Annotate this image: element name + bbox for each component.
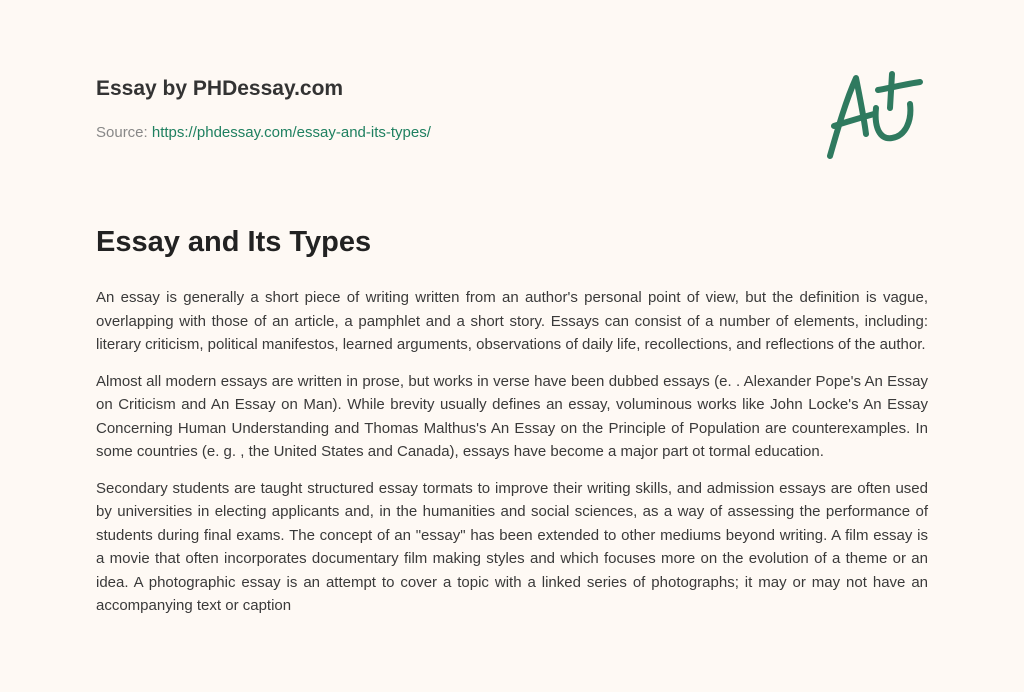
paragraph: An essay is generally a short piece of writing written from an author's personal point of view, but the definition is vague, overlapping with those of an article, a pamphlet and a short story. Essays can consist of a number of elements, including: literary criticism, political manifestos, learned arguments, observations of daily life, recollections, and reflections of the author. <box>96 289 928 353</box>
paragraph: Almost all modern essays are written in prose, but works in verse have been dubbed essays (e. . Alexander Pope's An Essay on Criticism and An Essay on Man). While brevity usually defines an essay, voluminous works like John Locke's An Essay Concerning Human Understanding and Thomas Malthus's An Essay on the Principle of Population are counterexamples. In some countries (e. g. , the United States and Canada), essays have become a major part ot tormal education. <box>96 372 928 460</box>
a-plus-logo-icon <box>820 68 930 168</box>
paragraph: Secondary students are taught structured essay tormats to improve their writing skills, and admission essays are often used by universities in electing applicants and, in the humanities and social sciences, as a way of assessing the performance of students during final exams. The concept of an "essay" has been extended to other mediums beyond writing. A film essay is a movie that often incorporates documentary film making styles and which focuses more on the evolution of a theme or an idea. A photographic essay is an attempt to cover a topic with a linked series of photographs; it may or may not have an accompanying text or caption <box>96 479 928 614</box>
source-label: Source: <box>96 124 148 141</box>
article-title: Essay and Its Types <box>96 226 372 258</box>
site-title: Essay by PHDessay.com <box>96 77 344 100</box>
article-body <box>96 286 928 631</box>
source-link[interactable]: https://phdessay.com/essay-and-its-types/ <box>151 124 431 141</box>
source-line <box>96 124 431 141</box>
